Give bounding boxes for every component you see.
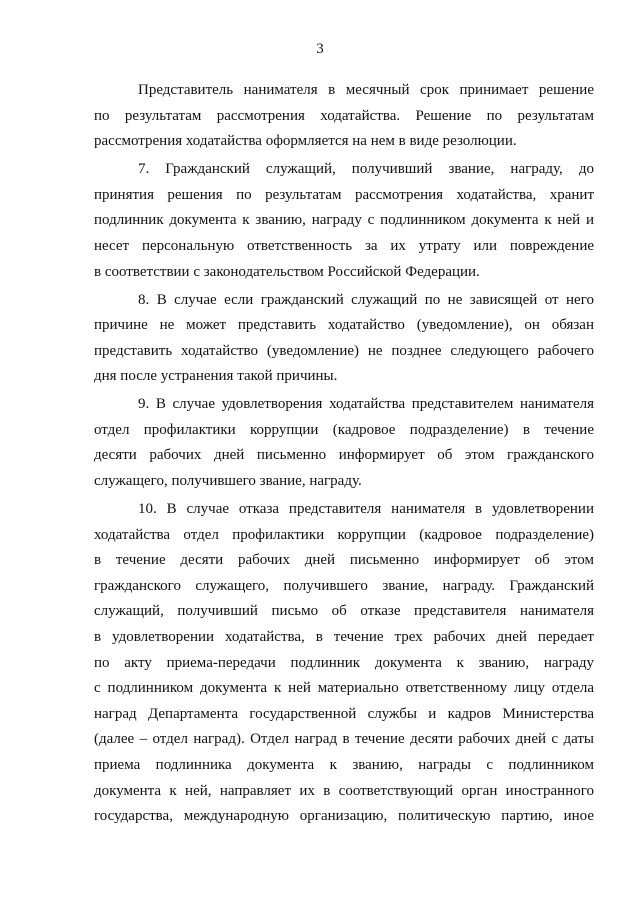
text-line: 8. В случае если гражданский служащий по не зависящей от него — [138, 291, 594, 308]
text-line: десяти рабочих дней письменно информирует об этом гражданского — [94, 447, 594, 464]
text-line: по акту приема-передачи подлинник документа к званию, награду — [94, 654, 594, 671]
text-line: ходатайства отдел профилактики коррупции (кадровое подразделение) — [94, 526, 594, 543]
text-line: гражданского служащего, получившего звание, награду. Гражданский — [94, 577, 594, 594]
paragraph-7 — [94, 157, 594, 285]
text-line: в удовлетворении ходатайства, в течение трех рабочих дней передает — [94, 629, 594, 646]
text-line: служащего, получившего звание, награду. — [94, 473, 362, 490]
page-number: 3 — [316, 41, 324, 57]
paragraph-9 — [94, 392, 594, 494]
text-line: несет персональную ответственность за их утрату или повреждение — [94, 237, 594, 254]
document-body — [94, 78, 594, 830]
text-line: документа к ней, направляет их в соответствующий орган иностранного — [94, 782, 594, 799]
paragraph-10 — [94, 497, 594, 830]
text-line: с подлинником документа к ней материально ответственному лицу отдела — [94, 680, 594, 697]
text-line: наград Департамента государственной службы и кадров Министерства — [94, 705, 594, 722]
text-line: рассмотрения ходатайства оформляется на нем в виде резолюции. — [94, 133, 517, 150]
paragraph-continuation — [94, 78, 594, 155]
text-line: дня после устранения такой причины. — [94, 368, 338, 385]
text-line: в соответствии с законодательством Российской Федерации. — [94, 263, 480, 280]
text-line: 7. Гражданский служащий, получивший звание, награду, до — [138, 161, 594, 178]
text-line: отдел профилактики коррупции (кадровое подразделение) в течение — [94, 421, 594, 438]
text-line: приема подлинника документа к званию, награды с подлинником — [94, 757, 594, 773]
text-line: причине не может представить ходатайство (уведомление), он обязан — [94, 317, 594, 334]
text-line: подлинник документа к званию, награду с подлинником документа к ней и — [94, 212, 594, 229]
text-line: в течение десяти рабочих дней письменно информирует об этом — [94, 552, 594, 569]
text-line: принятия решения по результатам рассмотрения ходатайства, хранит — [94, 186, 594, 203]
text-line: 9. В случае удовлетворения ходатайства представителем нанимателя — [138, 396, 594, 413]
text-line: 10. В случае отказа представителя нанимателя в удовлетворении — [138, 501, 594, 518]
text-line: Представитель нанимателя в месячный срок принимает решение — [138, 82, 594, 98]
text-line: государства, международную организацию, политическую партию, иное — [94, 808, 594, 825]
text-line: по результатам рассмотрения ходатайства. Решение по результатам — [94, 107, 594, 124]
text-line: служащий, получивший письмо об отказе представителя нанимателя — [94, 603, 594, 620]
text-line: (далее – отдел наград). Отдел наград в течение десяти рабочих дней с даты — [94, 731, 594, 748]
paragraph-8 — [94, 288, 594, 390]
text-line: представить ходатайство (уведомление) не позднее следующего рабочего — [94, 342, 594, 359]
